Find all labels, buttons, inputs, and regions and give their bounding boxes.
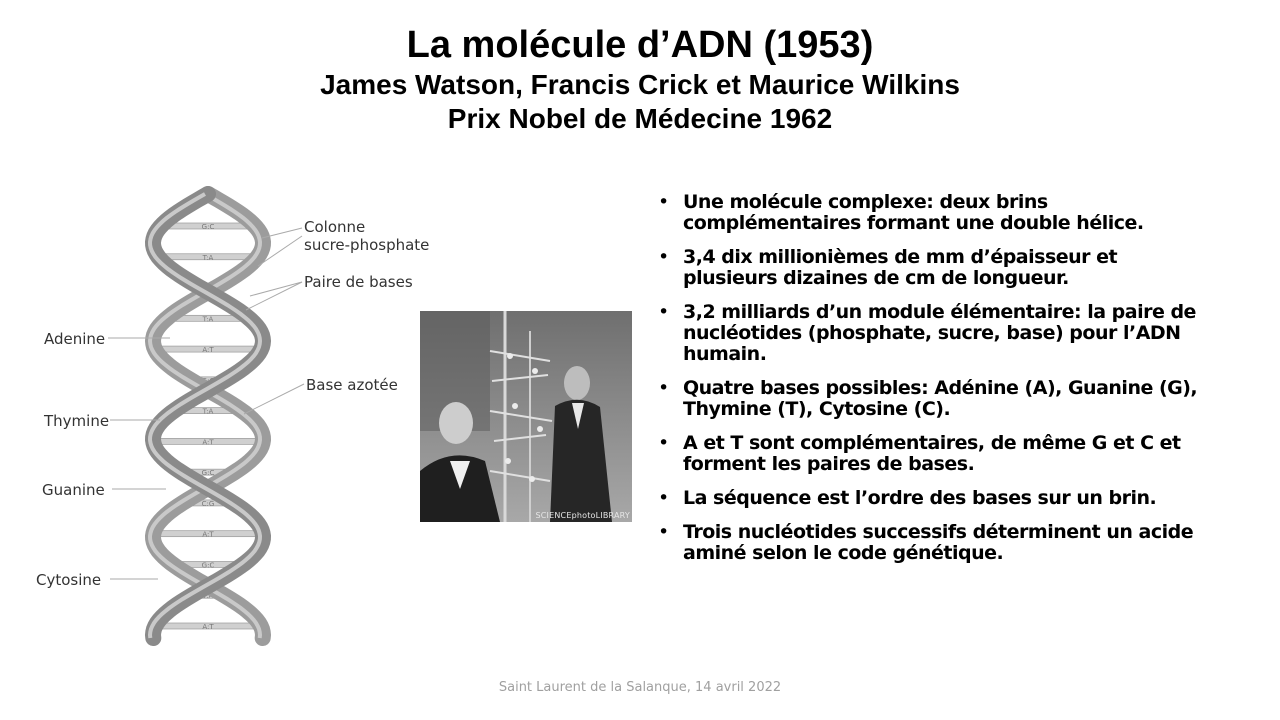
bullet-item: • Une molécule complexe: deux brins complémentaires formant une double hélice. <box>656 192 1216 234</box>
base-pair-label: A:T <box>202 346 214 355</box>
bullet-item: • A et T sont complémentaires, de même G et C et forment les paires de bases. <box>656 433 1216 475</box>
base-pair-label: A:T <box>202 530 214 539</box>
base-pair-label: T:A <box>202 407 214 416</box>
label-adenine: Adenine <box>44 330 106 348</box>
base-pair-label: G:C <box>201 376 215 385</box>
slide-header <box>0 22 1280 136</box>
label-backbone-line1: Colonne <box>304 218 366 236</box>
label-pointer-line <box>246 282 302 310</box>
photo-illustration <box>420 311 632 522</box>
bullet-item: • Trois nucléotides successifs déterminent un acide aminé selon le code génétique. <box>656 522 1216 564</box>
base-pair-label: G:C <box>201 223 215 231</box>
base-pair-label: A:T <box>202 438 214 447</box>
watson-crick-photo <box>420 311 632 522</box>
base-pair-label: A:T <box>202 623 214 631</box>
label-base-pair: Paire de bases <box>304 273 413 291</box>
label-cytosine: Cytosine <box>36 571 102 589</box>
slide-footer: Saint Laurent de la Salanque, 14 avril 2022 <box>498 680 782 695</box>
label-backbone <box>304 218 429 254</box>
photo-credit: SCIENCEphotoLIBRARY <box>535 511 630 520</box>
slide-title: La molécule d’ADN (1953) <box>406 24 874 66</box>
label-backbone-line2: sucre-phosphate <box>304 236 430 254</box>
base-pair-label: G:C <box>201 469 215 478</box>
bullet-item: • Quatre bases possibles: Adénine (A), Guanine (G), Thymine (T), Cytosine (C). <box>656 378 1216 420</box>
base-pair-label: T:A <box>202 253 214 262</box>
base-pair-label: T:A <box>202 315 214 324</box>
base-pair-label: G:C <box>201 561 215 570</box>
dna-helix-figure <box>30 186 450 646</box>
bullet-item: • 3,2 milliards d’un module élémentaire: la paire de nucléotides (phosphate, sucre, base) pour l’ADN humain. <box>656 302 1216 365</box>
label-guanine: Guanine <box>42 481 105 499</box>
bullet-item: • La séquence est l’ordre des bases sur un brin. <box>656 488 1216 509</box>
base-pair-label: C:G <box>201 499 215 508</box>
bullet-item: • 3,4 dix millionièmes de mm d’épaisseur et plusieurs dizaines de cm de longueur. <box>656 247 1216 289</box>
base-pair-label: T:A <box>202 592 214 601</box>
label-pointer-line <box>250 282 302 296</box>
label-thymine: Thymine <box>44 412 110 430</box>
label-nitrogen-base: Base azotée <box>306 376 398 394</box>
bullet-list <box>656 192 1216 577</box>
label-pointer-line <box>244 384 304 414</box>
slide-subtitle-authors: James Watson, Francis Crick et Maurice Wilkins <box>320 69 960 100</box>
slide-subtitle-prize: Prix Nobel de Médecine 1962 <box>447 103 833 134</box>
